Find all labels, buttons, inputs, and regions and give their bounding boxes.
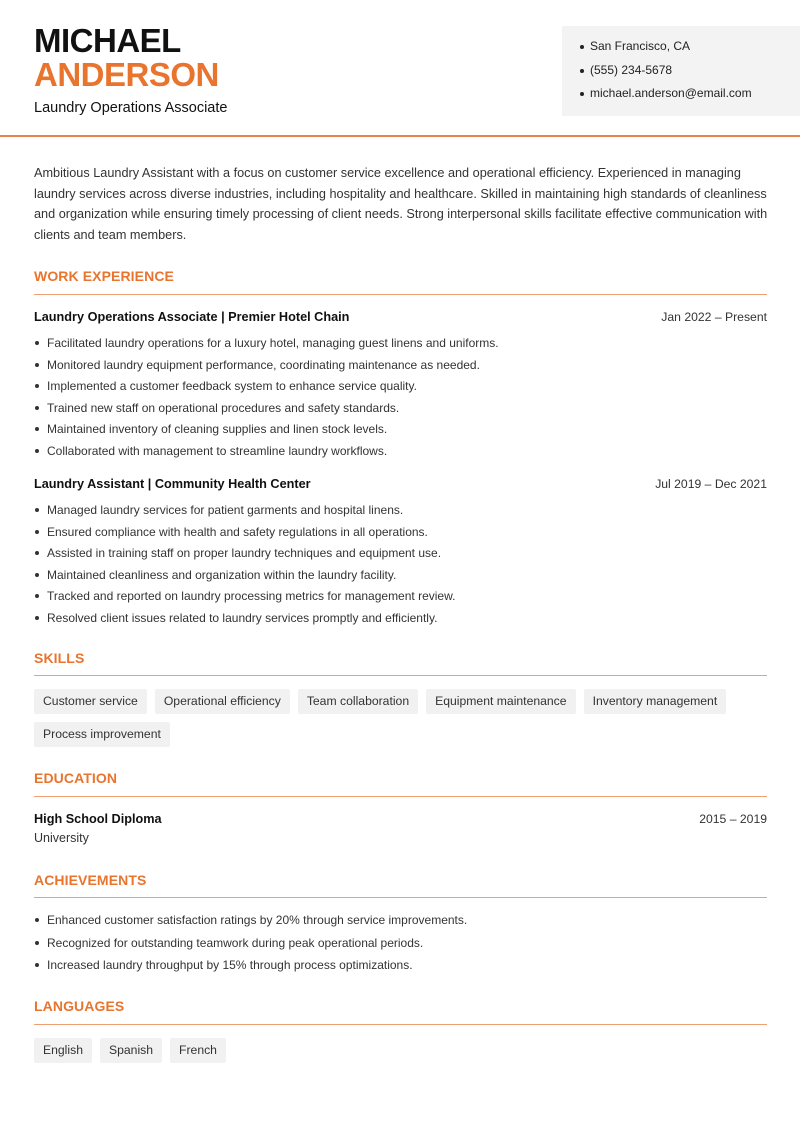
achievement-bullets [34, 912, 769, 980]
skill-tag: Customer service [34, 689, 147, 714]
list-item: Monitored laundry equipment performance, coordinating maintenance as needed. [34, 357, 769, 379]
list-item: Trained new staff on operational procedures and safety standards. [34, 400, 769, 422]
language-tag: French [170, 1038, 226, 1063]
contact-box [562, 26, 800, 116]
list-item: Maintained cleanliness and organization within the laundry facility. [34, 567, 769, 589]
contact-phone: (555) 234-5678 [580, 62, 752, 86]
list-item: Facilitated laundry operations for a luxury hotel, managing guest linens and uniforms. [34, 335, 769, 357]
contact-email[interactable]: michael.anderson@email.com [580, 85, 752, 109]
skill-tag: Process improvement [34, 722, 170, 747]
skill-tag: Equipment maintenance [426, 689, 575, 714]
contact-location: San Francisco, CA [580, 38, 752, 62]
list-item: Managed laundry services for patient garments and hospital linens. [34, 502, 769, 524]
first-name: MICHAEL [34, 22, 181, 59]
list-item: Maintained inventory of cleaning supplies and linen stock levels. [34, 421, 769, 443]
language-tag: Spanish [100, 1038, 162, 1063]
last-name: ANDERSON [34, 56, 219, 93]
education-date: 2015 – 2019 [699, 812, 767, 826]
list-item: Collaborated with management to streamline laundry workflows. [34, 443, 769, 465]
list-item: Assisted in training staff on proper laundry techniques and equipment use. [34, 545, 769, 567]
list-item: Resolved client issues related to laundry services promptly and efficiently. [34, 610, 769, 632]
resume-header [0, 0, 800, 137]
section-divider [34, 1024, 767, 1025]
list-item: Increased laundry throughput by 15% through process optimizations. [34, 957, 769, 980]
skills-tags [34, 689, 769, 747]
job-title-2: Laundry Assistant | Community Health Center [34, 477, 311, 491]
list-item: Enhanced customer satisfaction ratings by 20% through service improvements. [34, 912, 769, 935]
job-date-1: Jan 2022 – Present [661, 310, 767, 324]
skill-tag: Operational efficiency [155, 689, 290, 714]
job-bullets-2 [34, 502, 769, 631]
section-title-skills: SKILLS [34, 650, 85, 666]
section-title-languages: LANGUAGES [34, 998, 125, 1014]
professional-summary: Ambitious Laundry Assistant with a focus on customer service excellence and operational efficiency. Experienced in managing laundry services across diverse industries, including hospitality and healthcare. Skilled in maintaining high standards of cleanliness and organization while ensuring timely processing of client needs. Strong interpersonal skills facilitate effective communication with clients and team members. [34, 166, 768, 243]
list-item: Implemented a customer feedback system to enhance service quality. [34, 378, 769, 400]
degree-title: High School Diploma [34, 812, 162, 826]
list-item: Tracked and reported on laundry processing metrics for management review. [34, 588, 769, 610]
section-title-education: EDUCATION [34, 770, 118, 786]
contact-list [580, 38, 752, 109]
skill-tag: Team collaboration [298, 689, 418, 714]
section-divider [34, 294, 767, 295]
section-divider [34, 675, 767, 676]
section-divider [34, 897, 767, 898]
skill-tag: Inventory management [584, 689, 727, 714]
job-title: Laundry Operations Associate [34, 100, 228, 116]
section-divider [34, 796, 767, 797]
section-title-work: WORK EXPERIENCE [34, 268, 174, 284]
list-item: Recognized for outstanding teamwork during peak operational periods. [34, 935, 769, 958]
section-title-achievements: ACHIEVEMENTS [34, 872, 147, 888]
job-date-2: Jul 2019 – Dec 2021 [655, 477, 767, 491]
job-bullets-1 [34, 335, 769, 464]
job-title-1: Laundry Operations Associate | Premier Hotel Chain [34, 310, 350, 324]
school-name: University [34, 831, 89, 845]
language-tag: English [34, 1038, 92, 1063]
language-tags [34, 1038, 769, 1063]
list-item: Ensured compliance with health and safety regulations in all operations. [34, 524, 769, 546]
